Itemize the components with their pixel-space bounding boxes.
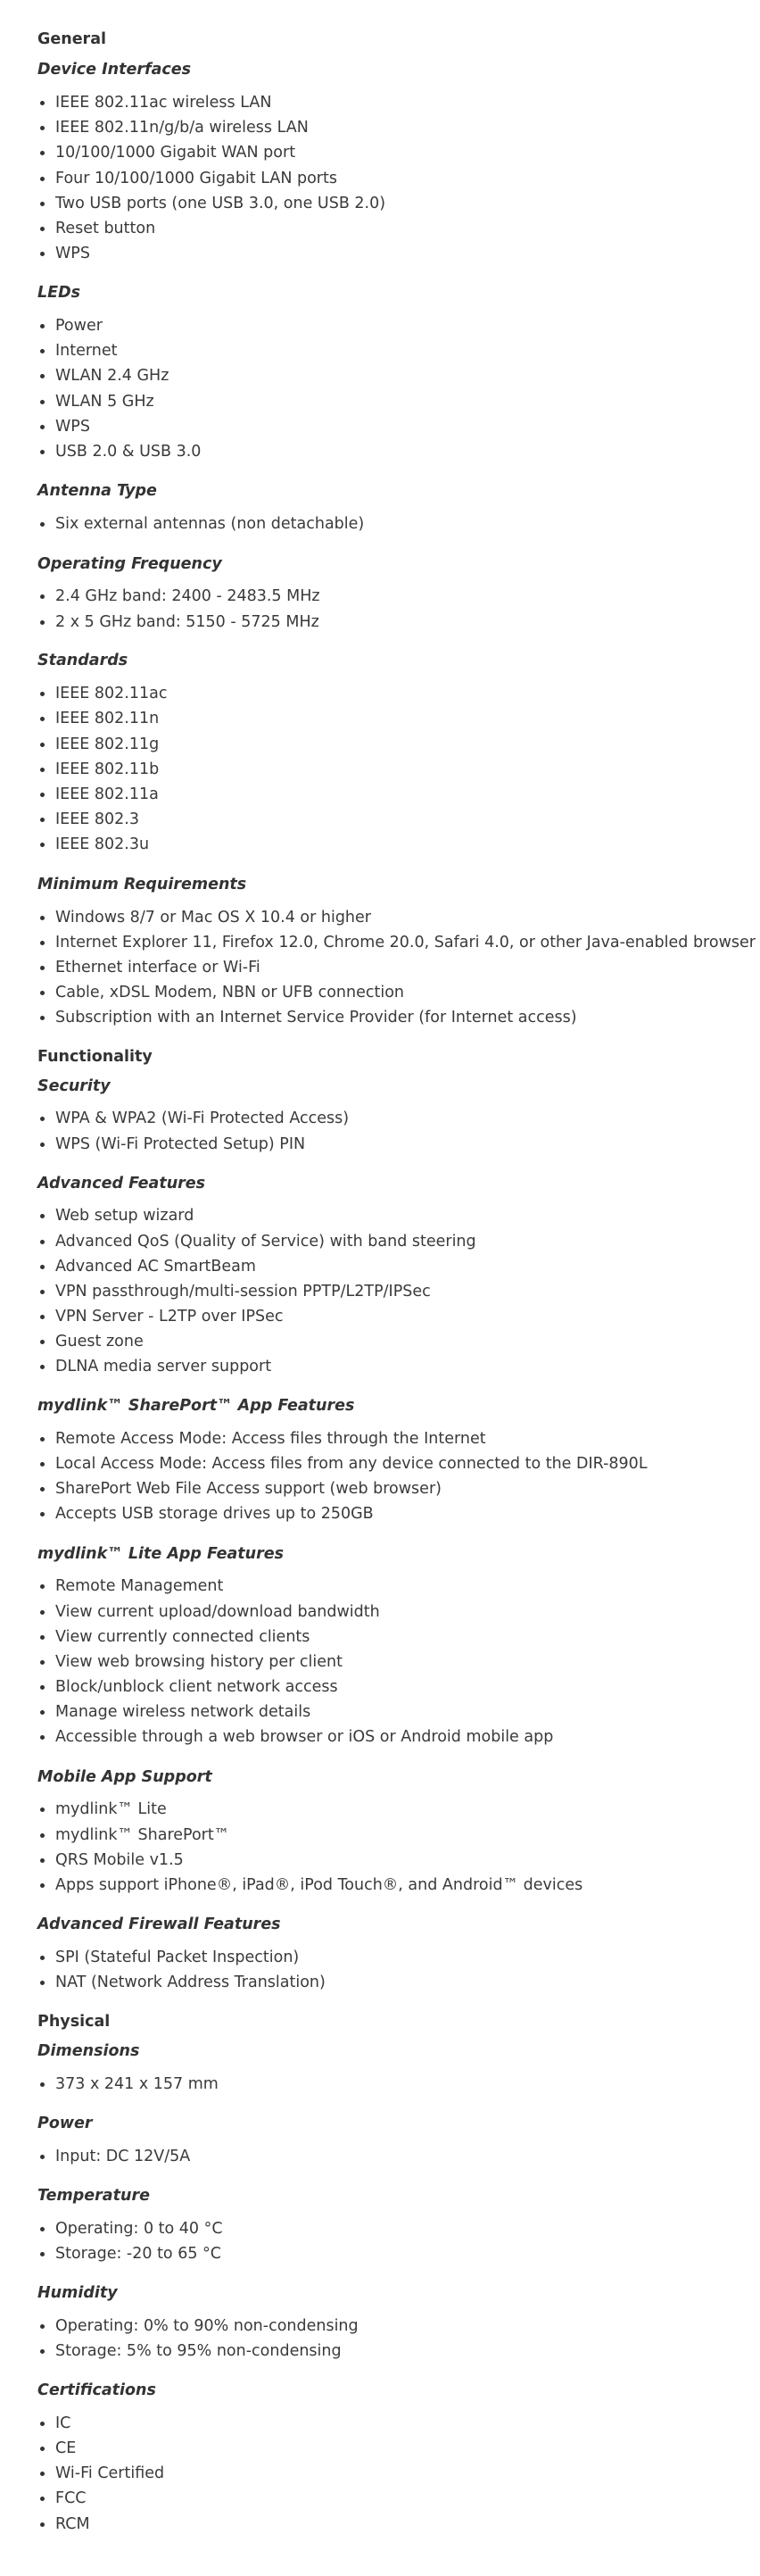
bullet-icon (40, 374, 45, 378)
bullet-icon (40, 1365, 45, 1369)
group-title-shareport-app-features: mydlink™ SharePort™ App Features (37, 1397, 355, 1415)
bullet-icon (40, 717, 45, 721)
bullet-icon (40, 1660, 45, 1665)
bullet-icon (40, 793, 45, 797)
list-item: 373 x 241 x 157 mm (37, 2074, 219, 2094)
section-title-general: General (37, 30, 106, 48)
list-item: IEEE 802.11a (37, 785, 159, 804)
list-item: Six external antennas (non detachable) (37, 514, 364, 534)
list-item: IEEE 802.11n/g/b/a wireless LAN (37, 118, 309, 137)
group-title-lite-app-features: mydlink™ Lite App Features (37, 1545, 285, 1563)
list-item: Block/unblock client network access (37, 1677, 338, 1697)
list-item: CE (37, 2439, 76, 2458)
list-item: 2.4 GHz band: 2400 - 2483.5 MHz (37, 586, 320, 606)
group-title-advanced-features: Advanced Features (37, 1175, 206, 1192)
bullet-icon (40, 2227, 45, 2231)
section-title-physical: Physical (37, 2013, 111, 2031)
list-item: Accessible through a web browser or iOS or Android mobile app (37, 1727, 553, 1747)
list-item: SharePort Web File Access support (web browser) (37, 1479, 442, 1499)
bullet-icon (40, 2324, 45, 2329)
list-item: 10/100/1000 Gigabit WAN port (37, 143, 295, 162)
list-item: IEEE 802.11g (37, 735, 159, 754)
bullet-icon (40, 324, 45, 328)
list-item: NAT (Network Address Translation) (37, 1973, 326, 1992)
list-item: VPN passthrough/multi-session PPTP/L2TP/IPSec (37, 1282, 431, 1301)
list-item: VPN Server - L2TP over IPSec (37, 1307, 284, 1326)
list-item: Accepts USB storage drives up to 250GB (37, 1504, 374, 1524)
bullet-icon (40, 916, 45, 920)
bullet-icon (40, 1981, 45, 1985)
list-item: IEEE 802.11n (37, 709, 159, 728)
bullet-icon (40, 450, 45, 454)
bullet-icon (40, 1610, 45, 1615)
group-title-advanced-firewall-features: Advanced Firewall Features (37, 1915, 281, 1933)
list-item: Ethernet interface or Wi-Fi (37, 958, 260, 977)
list-item: WPS (Wi-Fi Protected Setup) PIN (37, 1134, 305, 1154)
bullet-icon (40, 2522, 45, 2527)
bullet-icon (40, 1956, 45, 1960)
list-item: Internet (37, 341, 118, 361)
list-item: WPS (37, 244, 90, 263)
bullet-icon (40, 1265, 45, 1269)
group-title-temperature: Temperature (37, 2187, 150, 2205)
list-item: SPI (Stateful Packet Inspection) (37, 1948, 299, 1967)
list-item: mydlink™ SharePort™ (37, 1825, 229, 1845)
bullet-icon (40, 2497, 45, 2501)
group-title-leds: LEDs (37, 284, 81, 302)
bullet-icon (40, 227, 45, 231)
bullet-icon (40, 349, 45, 353)
list-item: Internet Explorer 11, Firefox 12.0, Chrome 20.0, Safari 4.0, or other Java-enabled browser (37, 933, 756, 952)
bullet-icon (40, 202, 45, 206)
bullet-icon (40, 1710, 45, 1715)
list-item: Cable, xDSL Modem, NBN or UFB connection (37, 983, 404, 1002)
section-title-functionality: Functionality (37, 1048, 153, 1066)
list-item: RCM (37, 2514, 90, 2534)
list-item: Manage wireless network details (37, 1702, 310, 1722)
group-title-security: Security (37, 1077, 111, 1095)
list-item: Operating: 0 to 40 °C (37, 2219, 223, 2239)
bullet-icon (40, 1462, 45, 1467)
list-item: IEEE 802.3u (37, 835, 149, 854)
bullet-icon (40, 768, 45, 772)
bullet-icon (40, 126, 45, 130)
bullet-icon (40, 966, 45, 970)
bullet-icon (40, 1807, 45, 1812)
list-item: Web setup wizard (37, 1206, 194, 1226)
bullet-icon (40, 1340, 45, 1344)
bullet-icon (40, 743, 45, 747)
bullet-icon (40, 522, 45, 527)
list-item: Power (37, 316, 103, 336)
group-title-certifications: Certifications (37, 2381, 156, 2399)
bullet-icon (40, 2155, 45, 2159)
bullet-icon (40, 620, 45, 625)
list-item: Operating: 0% to 90% non-condensing (37, 2316, 359, 2336)
list-item: 2 x 5 GHz band: 5150 - 5725 MHz (37, 612, 319, 632)
list-item: Guest zone (37, 1332, 144, 1351)
bullet-icon (40, 177, 45, 181)
bullet-icon (40, 1143, 45, 1147)
bullet-icon (40, 941, 45, 945)
bullet-icon (40, 2472, 45, 2476)
list-item: View current upload/download bandwidth (37, 1602, 380, 1622)
list-item: Wi-Fi Certified (37, 2464, 164, 2483)
list-item: Reset button (37, 219, 155, 238)
bullet-icon (40, 1240, 45, 1244)
list-item: Two USB ports (one USB 3.0, one USB 2.0) (37, 194, 385, 213)
list-item: View web browsing history per client (37, 1652, 343, 1672)
bullet-icon (40, 1512, 45, 1517)
list-item: IEEE 802.11b (37, 760, 159, 779)
list-item: Four 10/100/1000 Gigabit LAN ports (37, 169, 337, 188)
list-item: FCC (37, 2489, 87, 2508)
bullet-icon (40, 692, 45, 696)
bullet-icon (40, 1685, 45, 1690)
bullet-icon (40, 1487, 45, 1492)
list-item: Subscription with an Internet Service Provider (for Internet access) (37, 1008, 577, 1027)
bullet-icon (40, 425, 45, 429)
bullet-icon (40, 1833, 45, 1838)
bullet-icon (40, 991, 45, 995)
list-item: Remote Access Mode: Access files through the Internet (37, 1429, 486, 1449)
list-item: WLAN 5 GHz (37, 392, 154, 411)
list-item: DLNA media server support (37, 1357, 271, 1376)
list-item: View currently connected clients (37, 1627, 310, 1647)
bullet-icon (40, 818, 45, 822)
list-item: Advanced QoS (Quality of Service) with band steering (37, 1232, 476, 1251)
list-item: Advanced AC SmartBeam (37, 1257, 256, 1276)
list-item: Storage: 5% to 95% non-condensing (37, 2341, 342, 2361)
list-item: Remote Management (37, 1576, 223, 1596)
list-item: Local Access Mode: Access files from any device connected to the DIR-890L (37, 1454, 648, 1474)
group-title-mobile-app-support: Mobile App Support (37, 1768, 212, 1786)
list-item: Storage: -20 to 65 °C (37, 2244, 221, 2264)
bullet-icon (40, 101, 45, 105)
bullet-icon (40, 1315, 45, 1319)
group-title-antenna-type: Antenna Type (37, 482, 157, 500)
bullet-icon (40, 2422, 45, 2426)
list-item: QRS Mobile v1.5 (37, 1850, 184, 1870)
bullet-icon (40, 594, 45, 599)
bullet-icon (40, 1290, 45, 1294)
list-item: Input: DC 12V/5A (37, 2147, 190, 2166)
bullet-icon (40, 2252, 45, 2256)
list-item: IEEE 802.11ac (37, 684, 167, 703)
group-title-dimensions: Dimensions (37, 2042, 140, 2060)
bullet-icon (40, 252, 45, 256)
bullet-icon (40, 2082, 45, 2087)
bullet-icon (40, 1883, 45, 1888)
group-title-minimum-requirements: Minimum Requirements (37, 876, 247, 893)
bullet-icon (40, 2349, 45, 2354)
group-title-power: Power (37, 2115, 93, 2132)
group-title-standards: Standards (37, 652, 128, 669)
bullet-icon (40, 1016, 45, 1020)
list-item: Apps support iPhone®, iPad®, iPod Touch®, and Android™ devices (37, 1875, 582, 1895)
bullet-icon (40, 400, 45, 404)
list-item: IC (37, 2414, 70, 2433)
bullet-icon (40, 2447, 45, 2451)
bullet-icon (40, 1584, 45, 1589)
list-item: WPA & WPA2 (Wi-Fi Protected Access) (37, 1109, 349, 1128)
bullet-icon (40, 1735, 45, 1740)
bullet-icon (40, 1858, 45, 1863)
bullet-icon (40, 151, 45, 155)
group-title-humidity: Humidity (37, 2284, 118, 2302)
list-item: IEEE 802.3 (37, 810, 139, 829)
group-title-operating-frequency: Operating Frequency (37, 555, 222, 573)
bullet-icon (40, 1117, 45, 1121)
list-item: WLAN 2.4 GHz (37, 366, 169, 386)
list-item: USB 2.0 & USB 3.0 (37, 442, 201, 461)
list-item: Windows 8/7 or Mac OS X 10.4 or higher (37, 908, 371, 927)
list-item: WPS (37, 417, 90, 436)
list-item: IEEE 802.11ac wireless LAN (37, 93, 271, 112)
list-item: mydlink™ Lite (37, 1799, 167, 1819)
bullet-icon (40, 1214, 45, 1218)
bullet-icon (40, 843, 45, 847)
bullet-icon (40, 1635, 45, 1640)
bullet-icon (40, 1437, 45, 1442)
group-title-device-interfaces: Device Interfaces (37, 61, 192, 79)
